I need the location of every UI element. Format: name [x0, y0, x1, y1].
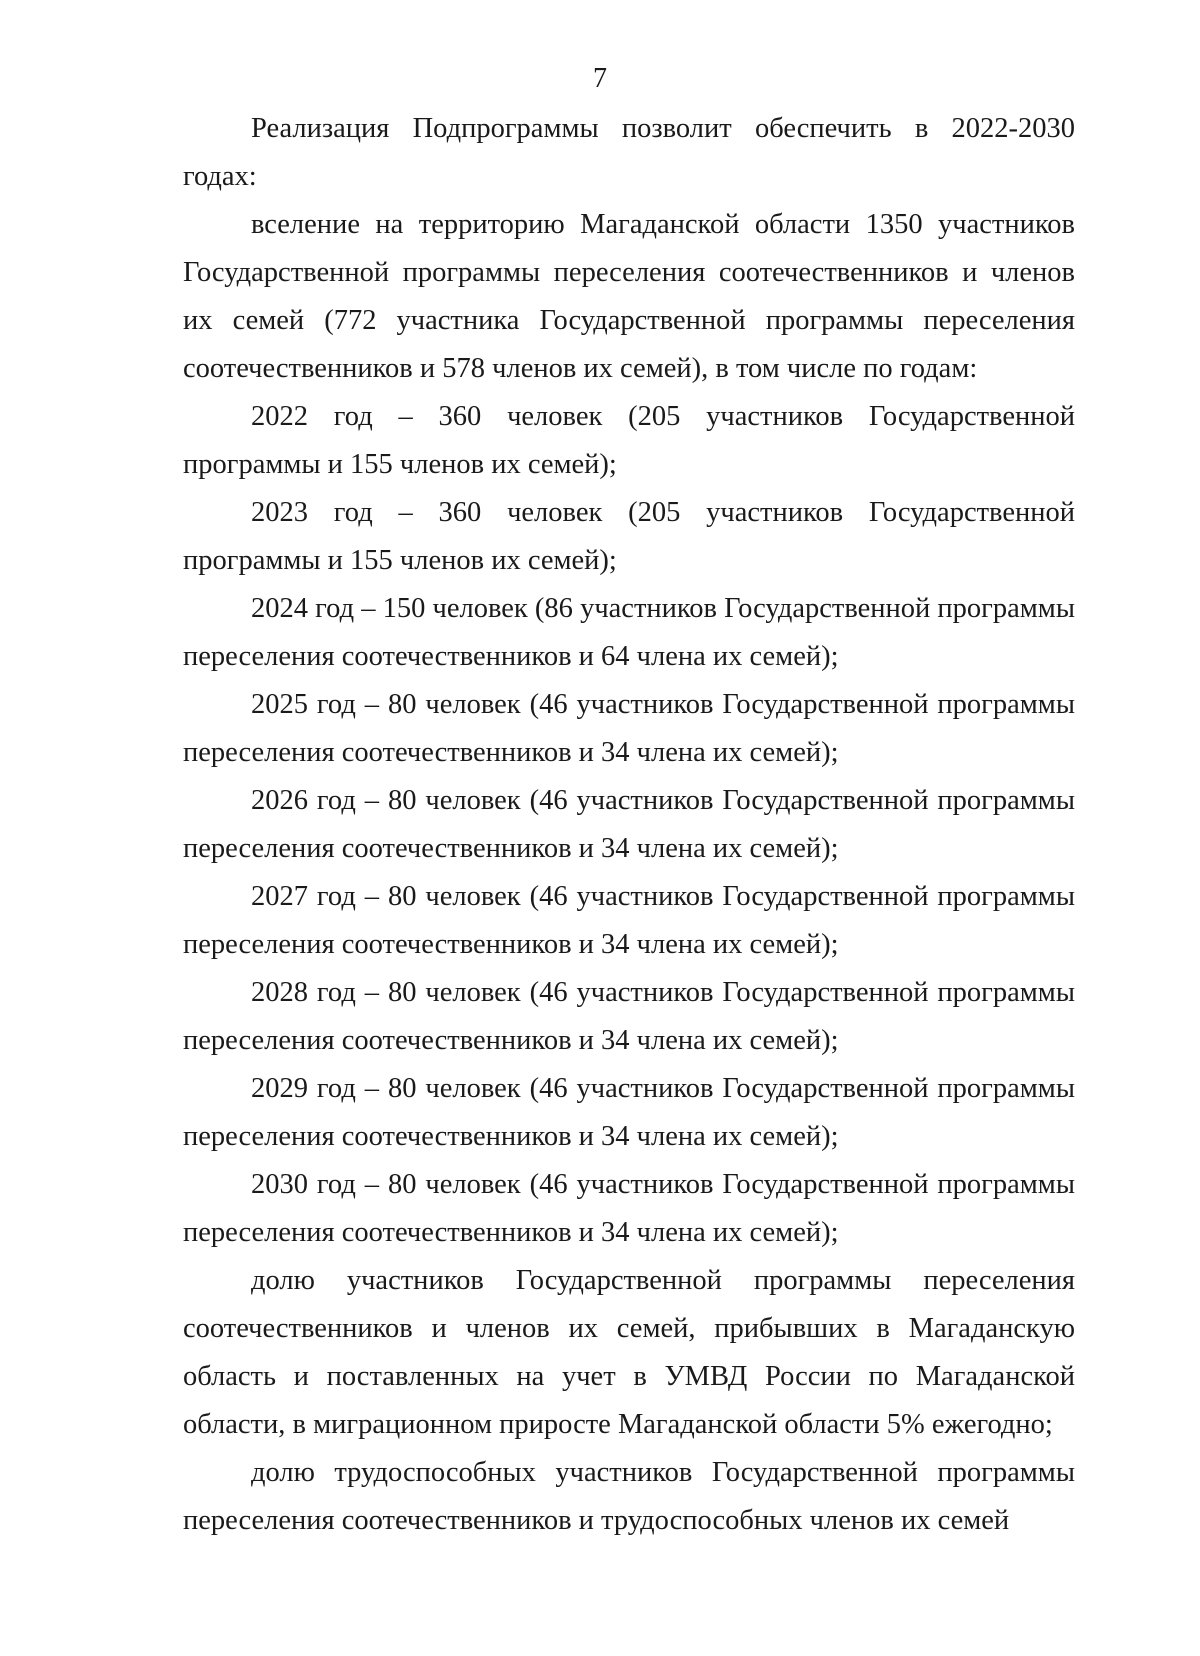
paragraph-year-2023: 2023 год – 360 человек (205 участников Государственной программы и 155 членов их семей);: [183, 497, 1075, 576]
document-body: [183, 105, 1075, 1545]
paragraph-year-2022: 2022 год – 360 человек (205 участников Государственной программы и 155 членов их семей);: [183, 401, 1075, 480]
paragraph-year-2027: 2027 год – 80 человек (46 участников Государственной программы переселения соотечественников и 34 члена их семей);: [183, 881, 1075, 960]
paragraph-working-age-share: долю трудоспособных участников Государственной программы переселения соотечественников и трудоспособных членов их семей: [183, 1457, 1075, 1536]
paragraph-year-2026: 2026 год – 80 человек (46 участников Государственной программы переселения соотечественников и 34 члена их семей);: [183, 785, 1075, 864]
paragraph-year-2025: 2025 год – 80 человек (46 участников Государственной программы переселения соотечественников и 34 члена их семей);: [183, 689, 1075, 768]
page-number: 7: [593, 63, 607, 94]
paragraph-year-2029: 2029 год – 80 человек (46 участников Государственной программы переселения соотечественников и 34 члена их семей);: [183, 1073, 1075, 1152]
paragraph-year-2024: 2024 год – 150 человек (86 участников Государственной программы переселения соотечественников и 64 члена их семей);: [183, 593, 1075, 672]
paragraph-intro: Реализация Подпрограммы позволит обеспечить в 2022-2030 годах:: [183, 113, 1075, 192]
paragraph-migration-share: долю участников Государственной программы переселения соотечественников и членов их семей, прибывших в Магаданскую область и поставленных на учет в УМВД России по Магаданской области, в миграционном приросте Магаданской области 5% ежегодно;: [183, 1265, 1075, 1440]
paragraph-year-2028: 2028 год – 80 человек (46 участников Государственной программы переселения соотечественников и 34 члена их семей);: [183, 977, 1075, 1056]
paragraph-year-2030: 2030 год – 80 человек (46 участников Государственной программы переселения соотечественников и 34 члена их семей);: [183, 1169, 1075, 1248]
paragraph-total-settlement: вселение на территорию Магаданской области 1350 участников Государственной программы переселения соотечественников и членов их семей (772 участника Государственной программы переселения соотечественников и 578 членов их семей), в том числе по годам:: [183, 209, 1075, 384]
